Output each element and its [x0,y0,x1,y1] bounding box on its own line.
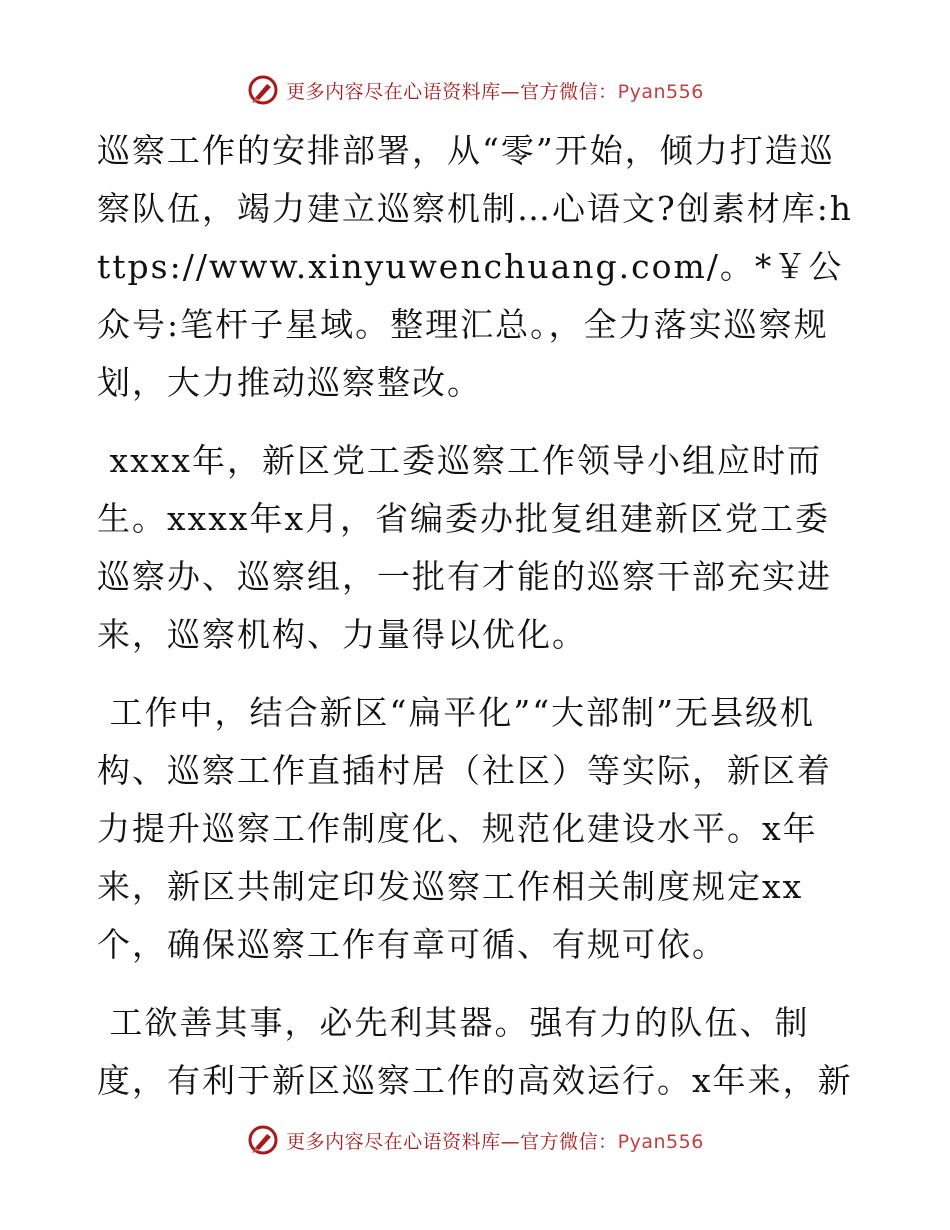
watermark-text: 更多内容尽在心语资料库—官方微信：Pyan556 [286,80,704,103]
footer-watermark [0,1120,950,1160]
paragraph-2: xxxx年，新区党工委巡察工作领导小组应时而生。xxxx年x月，省编委办批复组建新区党工委巡察办、巡察组，一批有才能的巡察干部充实进来，巡察机构、力量得以优化。 [97,441,832,654]
pen-logo-icon [246,73,280,107]
paragraph-4: 工欲善其事，必先利其器。强有力的队伍、制度，有利于新区巡察工作的高效运行。x年来，新 [97,1003,853,1100]
document-body [97,122,862,1130]
paragraph-3: 工作中，结合新区“扁平化”“大部制”无县级机构、巡察工作直插村居（社区）等实际，新区着力提升巡察工作制度化、规范化建设水平。x年来，新区共制定印发巡察工作相关制度规定xx个，确保巡察工作有章可循、有规可依。 [97,693,832,964]
pen-logo-icon [246,1123,280,1157]
watermark-text: 更多内容尽在心语资料库—官方微信：Pyan556 [286,1130,704,1153]
paragraph-1: 巡察工作的安排部署，从“零”开始，倾力打造巡察队伍，竭力建立巡察机制…心语文?创素材库:https://www.xinyuwenchuang.com/。*￥公众号:笔杆子星域。整理汇总。，全力落实巡察规划，大力推动巡察整改。 [97,131,854,402]
header-watermark [0,70,950,110]
